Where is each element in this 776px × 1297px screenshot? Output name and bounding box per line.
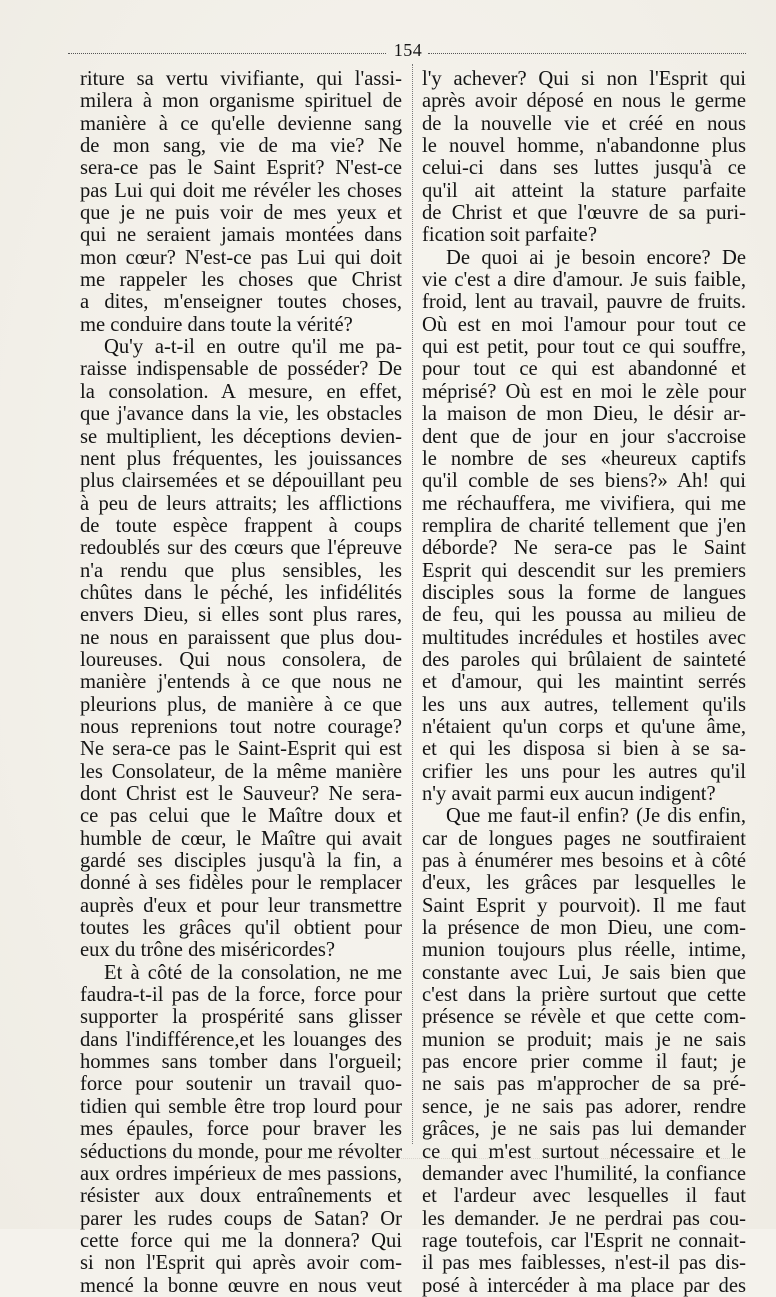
text-line: nent plus fréquentes, les jouissances xyxy=(80,447,402,470)
text-line: pas encore prier comme il faut; je xyxy=(422,1051,746,1074)
text-line: la maison de mon Dieu, le désir ar- xyxy=(422,403,746,426)
text-line: après avoir déposé en nous le germe xyxy=(422,90,746,113)
text-line: de mon sang, vie de ma vie? Ne xyxy=(80,135,402,158)
text-line: Esprit qui descendit sur les premiers xyxy=(422,559,746,582)
text-line: ce pas celui que le Maître doux et xyxy=(80,805,402,828)
text-line: crifier les uns pour les autres qu'il xyxy=(422,760,746,783)
text-line: pleurions plus, de manière à ce que xyxy=(80,693,402,716)
text-line: méprisé? Où est en moi le zèle pour xyxy=(422,380,746,403)
text-line: celui-ci dans ses luttes jusqu'à ce xyxy=(422,157,746,180)
text-line: qui ne seraient jamais montées dans xyxy=(80,224,402,247)
text-line: qui est petit, pour tout ce qui souffre, xyxy=(422,336,746,359)
text-line: nous reprenions tout notre courage? xyxy=(80,715,402,738)
text-line: dont Christ est le Sauveur? Ne sera- xyxy=(80,783,402,805)
text-line: riture sa vertu vivifiante, qui l'assi- xyxy=(80,68,402,90)
text-line: Qu'y a-t-il en outre qu'il me pa- xyxy=(104,336,402,359)
text-line: car de longues pages ne soutfiraient xyxy=(422,827,746,850)
text-line: manière à ce qu'elle devienne sang xyxy=(80,112,402,135)
text-line: que j'avance dans la vie, les obstacles xyxy=(80,403,402,426)
text-line: dent que de jour en jour s'accroise xyxy=(422,425,746,448)
text-line: disciples sous la forme de langues xyxy=(422,581,746,604)
text-line: supporter la prospérité sans glisser xyxy=(80,1006,402,1029)
text-line: ce qui m'est surtout nécessaire et le xyxy=(422,1140,746,1163)
header-rule-right xyxy=(428,53,746,54)
text-line: présence se révèle et que cette com- xyxy=(422,1006,746,1029)
text-line: séductions du monde, pour me révolter xyxy=(80,1140,402,1163)
text-line: envers Dieu, si elles sont plus rares, xyxy=(80,604,402,627)
text-line: les uns aux autres, tellement qu'ils xyxy=(422,693,746,716)
text-line: a dites, m'enseigner toutes choses, xyxy=(80,291,402,314)
text-line: Où est en moi l'amour pour tout ce xyxy=(422,313,746,336)
text-line: me rappeler les choses que Christ xyxy=(80,269,402,292)
text-line: grâces, je ne sais pas lui demander xyxy=(422,1118,746,1141)
text-line: rage toutefois, car l'Esprit ne connait- xyxy=(422,1229,746,1252)
text-line: qu'il comble de ses biens?» Ah! qui xyxy=(422,470,746,493)
text-line: ne nous en paraissent que plus dou- xyxy=(80,626,402,649)
text-line: déborde? Ne sera-ce pas le Saint xyxy=(422,537,746,560)
page-header xyxy=(68,40,746,62)
text-line: me conduire dans toute la vérité? xyxy=(80,313,353,336)
text-line: le nombre de ses «heureux captifs xyxy=(422,447,746,470)
header-rule-left xyxy=(68,53,386,54)
text-line: mencé la bonne œuvre en nous veut xyxy=(80,1274,402,1297)
text-line: mon cœur? N'est-ce pas Lui qui doit xyxy=(80,246,402,269)
text-line: Et à côté de la consolation, ne me xyxy=(104,961,402,984)
text-line: les Consolateur, de la même manière xyxy=(80,760,402,783)
text-line: se multiplient, les déceptions devien- xyxy=(80,425,402,448)
text-line: il pas mes faiblesses, n'est-il pas dis- xyxy=(422,1252,746,1275)
text-line: résister aux doux entraînements et xyxy=(80,1185,402,1208)
text-line: humble de cœur, le Maître qui avait xyxy=(80,827,402,850)
text-line: et l'ardeur avec lesquelles il faut xyxy=(422,1185,746,1208)
text-line: d'eux, les grâces par lesquelles le xyxy=(422,872,746,895)
text-line: que je ne puis voir de mes yeux et xyxy=(80,202,402,225)
page-number: 154 xyxy=(393,40,423,60)
text-line: n'y avait parmi eux aucun indigent? xyxy=(422,783,716,805)
text-line: parer les rudes coups de Satan? Or xyxy=(80,1207,402,1230)
text-line: ne sais pas m'approcher de sa pré- xyxy=(422,1073,746,1096)
text-line: de feu, qui les poussa au milieu de xyxy=(422,604,746,627)
text-line: froid, lent au travail, pauvre de fruits. xyxy=(422,291,746,314)
column-divider xyxy=(412,64,413,1144)
text-line: qu'il ait atteint la stature parfaite xyxy=(422,179,746,202)
text-line: chûtes dans le péché, les infidélités xyxy=(80,581,402,604)
text-line: des paroles qui brûlaient de sainteté xyxy=(422,648,746,671)
bleed-through-marks xyxy=(110,1158,730,1175)
text-line: n'a rendu que plus sensibles, les xyxy=(80,559,402,582)
text-line: eux du trône des miséricordes? xyxy=(80,939,336,962)
text-line: et qui les disposa si bien à se sa- xyxy=(422,738,746,761)
text-line: toutes les grâces qu'il obtient pour xyxy=(80,917,402,940)
text-line: force pour soutenir un travail quo- xyxy=(80,1073,402,1096)
text-line: et d'amour, qui les maintint serrés xyxy=(422,671,746,694)
text-line: c'est dans la prière surtout que cette xyxy=(422,984,746,1007)
text-line: manière j'entends à ce que nous ne xyxy=(80,671,402,694)
text-line: munion toujours plus réelle, intime, xyxy=(422,939,746,962)
text-line: redoublés sur des cœurs que l'épreuve xyxy=(80,537,402,560)
text-line: de la nouvelle vie et créé en nous xyxy=(422,112,746,135)
right-text-column xyxy=(422,68,746,1297)
text-line: remplira de charité tellement que j'en xyxy=(422,514,746,537)
text-line: la présence de mon Dieu, une com- xyxy=(422,917,746,940)
text-line: me réchauffera, me vivifiera, qui me xyxy=(422,492,746,515)
text-line: gardé ses disciples jusqu'à la fin, a xyxy=(80,850,402,873)
text-line: pour tout ce qui est abandonné et xyxy=(422,358,746,381)
text-line: de toute espèce frappent à coups xyxy=(80,514,402,537)
text-line: les demander. Je ne perdrai pas cou- xyxy=(422,1207,746,1230)
text-line: aux ordres impérieux de mes passions, xyxy=(80,1162,402,1185)
text-line: cette force qui me la donnera? Qui xyxy=(80,1229,402,1252)
text-line: n'étaient qu'un corps et qu'une âme, xyxy=(422,715,746,738)
text-line: posé à intercéder à ma place par des xyxy=(422,1274,746,1297)
text-line: hommes sans tomber dans l'orgueil; xyxy=(80,1051,402,1074)
text-line: Que me faut-il enfin? (Je dis enfin, xyxy=(446,805,746,828)
text-line: munion se produit; mais je ne sais xyxy=(422,1028,746,1051)
text-line: l'y achever? Qui si non l'Esprit qui xyxy=(422,68,746,90)
text-line: la consolation. A mesure, en effet, xyxy=(80,380,402,403)
text-line: pas Lui qui doit me révéler les choses xyxy=(80,179,402,202)
text-line: donné à ses fidèles pour le remplacer xyxy=(80,872,402,895)
text-line: vie c'est a dire d'amour. Je suis faible, xyxy=(422,269,746,292)
text-line: sence, je ne sais pas adorer, rendre xyxy=(422,1095,746,1118)
text-line: de Christ et que l'œuvre de sa puri- xyxy=(422,202,746,225)
text-line: Ne sera-ce pas le Saint-Esprit qui est xyxy=(80,738,402,761)
text-line: à peu de leurs attraits; les afflictions xyxy=(80,492,402,515)
text-line: fication soit parfaite? xyxy=(422,224,597,247)
text-line: plus clairsemées et se dépouillant peu xyxy=(80,470,402,493)
text-line: mes épaules, force pour braver les xyxy=(80,1118,402,1141)
text-line: sera-ce pas le Saint Esprit? N'est-ce xyxy=(80,157,402,180)
text-line: loureuses. Qui nous consolera, de xyxy=(80,648,402,671)
text-line: le nouvel homme, n'abandonne plus xyxy=(422,135,746,158)
text-line: demander avec l'humilité, la confiance xyxy=(422,1162,746,1185)
text-line: dans l'indifférence,et les louanges des xyxy=(80,1028,402,1051)
text-line: pas à énumérer mes besoins et à côté xyxy=(422,850,746,873)
text-line: constante avec Lui, Je sais bien que xyxy=(422,961,746,984)
text-line: milera à mon organisme spirituel de xyxy=(80,90,402,113)
text-line: faudra-t-il pas de la force, force pour xyxy=(80,984,402,1007)
text-line: De quoi ai je besoin encore? De xyxy=(446,246,746,269)
text-line: raisse indispensable de posséder? De xyxy=(80,358,402,381)
left-text-column xyxy=(80,68,402,1297)
text-line: auprès d'eux et pour leur transmettre xyxy=(80,894,402,917)
text-line: tidien qui semble être trop lourd pour xyxy=(80,1095,402,1118)
text-line: multitudes incrédules et hostiles avec xyxy=(422,626,746,649)
text-line: si non l'Esprit qui après avoir com- xyxy=(80,1252,402,1275)
text-line: Saint Esprit y pourvoit). Il me faut xyxy=(422,894,746,917)
